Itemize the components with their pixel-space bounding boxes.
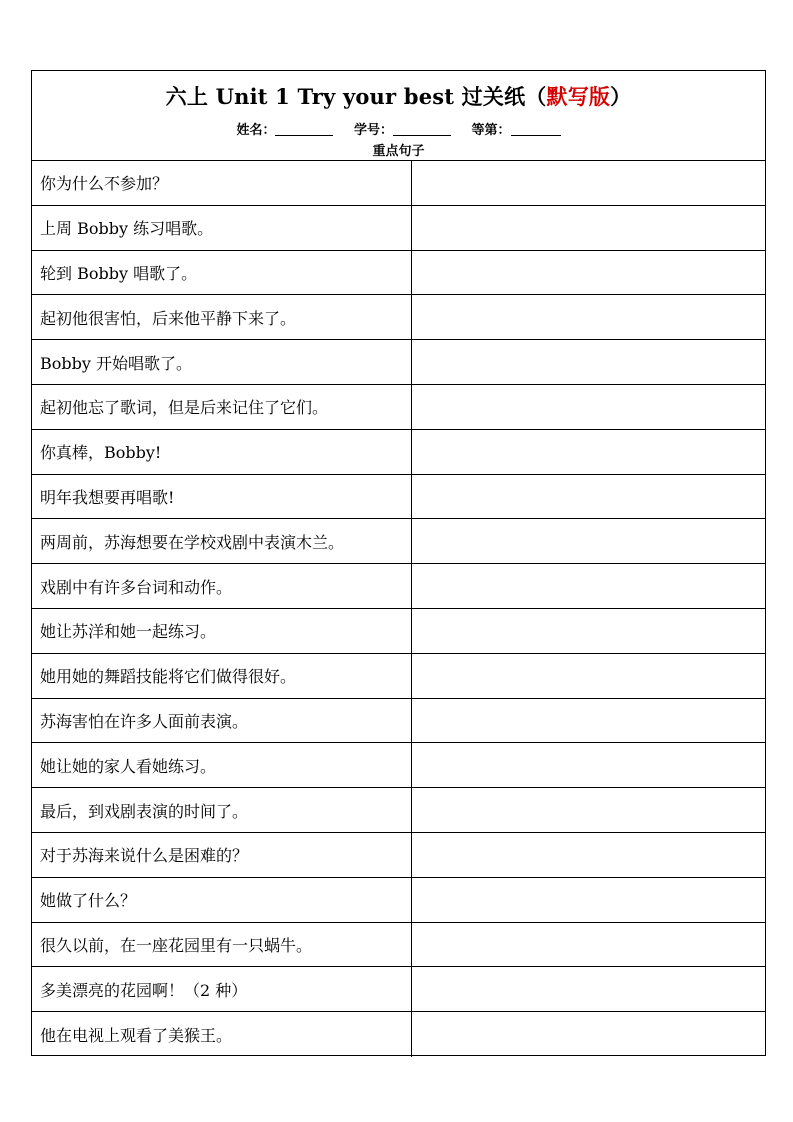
answer-cell[interactable] bbox=[412, 340, 765, 384]
answer-cell[interactable] bbox=[412, 385, 765, 429]
worksheet-table bbox=[31, 70, 766, 1056]
id-field[interactable] bbox=[354, 123, 451, 138]
answer-cell[interactable] bbox=[412, 564, 765, 608]
chinese-prompt-cell: 她用她的舞蹈技能将它们做得很好。 bbox=[32, 654, 412, 698]
name-blank[interactable] bbox=[275, 135, 333, 136]
table-row bbox=[32, 609, 765, 654]
table-row bbox=[32, 923, 765, 968]
chinese-prompt-cell: 起初他很害怕，后来他平静下来了。 bbox=[32, 295, 412, 339]
answer-cell[interactable] bbox=[412, 1012, 765, 1057]
chinese-prompt-cell: 他在电视上观看了美猴王。 bbox=[32, 1012, 412, 1057]
chinese-prompt-cell: 你真棒，Bobby! bbox=[32, 430, 412, 474]
table-row bbox=[32, 878, 765, 923]
answer-cell[interactable] bbox=[412, 206, 765, 250]
chinese-prompt-cell: 她让苏洋和她一起练习。 bbox=[32, 609, 412, 653]
title-paren-open: （ bbox=[525, 85, 547, 109]
title-version: 默写版 bbox=[546, 85, 611, 109]
title-paren-close: ） bbox=[610, 85, 632, 109]
table-row bbox=[32, 295, 765, 340]
chinese-prompt-cell: 苏海害怕在许多人面前表演。 bbox=[32, 699, 412, 743]
answer-cell[interactable] bbox=[412, 251, 765, 295]
worksheet-title bbox=[32, 81, 765, 111]
table-row bbox=[32, 788, 765, 833]
table-row bbox=[32, 161, 765, 206]
table-row bbox=[32, 206, 765, 251]
table-row bbox=[32, 654, 765, 699]
answer-cell[interactable] bbox=[412, 161, 765, 205]
name-field[interactable] bbox=[236, 123, 333, 138]
chinese-prompt-cell: 对于苏海来说什么是困难的？ bbox=[32, 833, 412, 877]
table-row bbox=[32, 519, 765, 564]
answer-cell[interactable] bbox=[412, 878, 765, 922]
answer-cell[interactable] bbox=[412, 967, 765, 1011]
answer-cell[interactable] bbox=[412, 743, 765, 787]
chinese-prompt-cell: 明年我想要再唱歌! bbox=[32, 475, 412, 519]
chinese-prompt-cell: 最后，到戏剧表演的时间了。 bbox=[32, 788, 412, 832]
name-label: 姓名： bbox=[236, 123, 276, 138]
chinese-prompt-cell: 上周 Bobby 练习唱歌。 bbox=[32, 206, 412, 250]
chinese-prompt-cell: 很久以前，在一座花园里有一只蜗牛。 bbox=[32, 923, 412, 967]
table-row bbox=[32, 833, 765, 878]
answer-cell[interactable] bbox=[412, 699, 765, 743]
grade-label: 等第： bbox=[471, 123, 511, 138]
table-row bbox=[32, 251, 765, 296]
sentence-rows bbox=[32, 161, 765, 1057]
table-row bbox=[32, 475, 765, 520]
chinese-prompt-cell: 她让她的家人看她练习。 bbox=[32, 743, 412, 787]
answer-cell[interactable] bbox=[412, 923, 765, 967]
table-row bbox=[32, 340, 765, 385]
chinese-prompt-cell: 你为什么不参加？ bbox=[32, 161, 412, 205]
chinese-prompt-cell: 她做了什么？ bbox=[32, 878, 412, 922]
id-label: 学号： bbox=[353, 123, 393, 138]
id-blank[interactable] bbox=[393, 135, 451, 136]
table-row bbox=[32, 1012, 765, 1057]
chinese-prompt-cell: 两周前，苏海想要在学校戏剧中表演木兰。 bbox=[32, 519, 412, 563]
answer-cell[interactable] bbox=[412, 475, 765, 519]
answer-cell[interactable] bbox=[412, 833, 765, 877]
section-label: 重点句子 bbox=[372, 144, 425, 159]
title-main: 六上 Unit 1 Try your best 过关纸 bbox=[165, 84, 526, 109]
answer-cell[interactable] bbox=[412, 295, 765, 339]
table-row bbox=[32, 385, 765, 430]
chinese-prompt-cell: Bobby 开始唱歌了。 bbox=[32, 340, 412, 384]
student-info-line bbox=[32, 119, 765, 138]
grade-blank[interactable] bbox=[511, 135, 561, 136]
answer-cell[interactable] bbox=[412, 430, 765, 474]
table-row bbox=[32, 967, 765, 1012]
table-row bbox=[32, 564, 765, 609]
answer-cell[interactable] bbox=[412, 654, 765, 698]
answer-cell[interactable] bbox=[412, 609, 765, 653]
chinese-prompt-cell: 轮到 Bobby 唱歌了。 bbox=[32, 251, 412, 295]
chinese-prompt-cell: 起初他忘了歌词，但是后来记住了它们。 bbox=[32, 385, 412, 429]
chinese-prompt-cell: 多美漂亮的花园啊！（2 种） bbox=[32, 967, 412, 1011]
chinese-prompt-cell: 戏剧中有许多台词和动作。 bbox=[32, 564, 412, 608]
grade-field[interactable] bbox=[472, 123, 561, 138]
table-row bbox=[32, 430, 765, 475]
table-row bbox=[32, 743, 765, 788]
answer-cell[interactable] bbox=[412, 519, 765, 563]
worksheet-header bbox=[32, 71, 765, 161]
table-row bbox=[32, 699, 765, 744]
answer-cell[interactable] bbox=[412, 788, 765, 832]
